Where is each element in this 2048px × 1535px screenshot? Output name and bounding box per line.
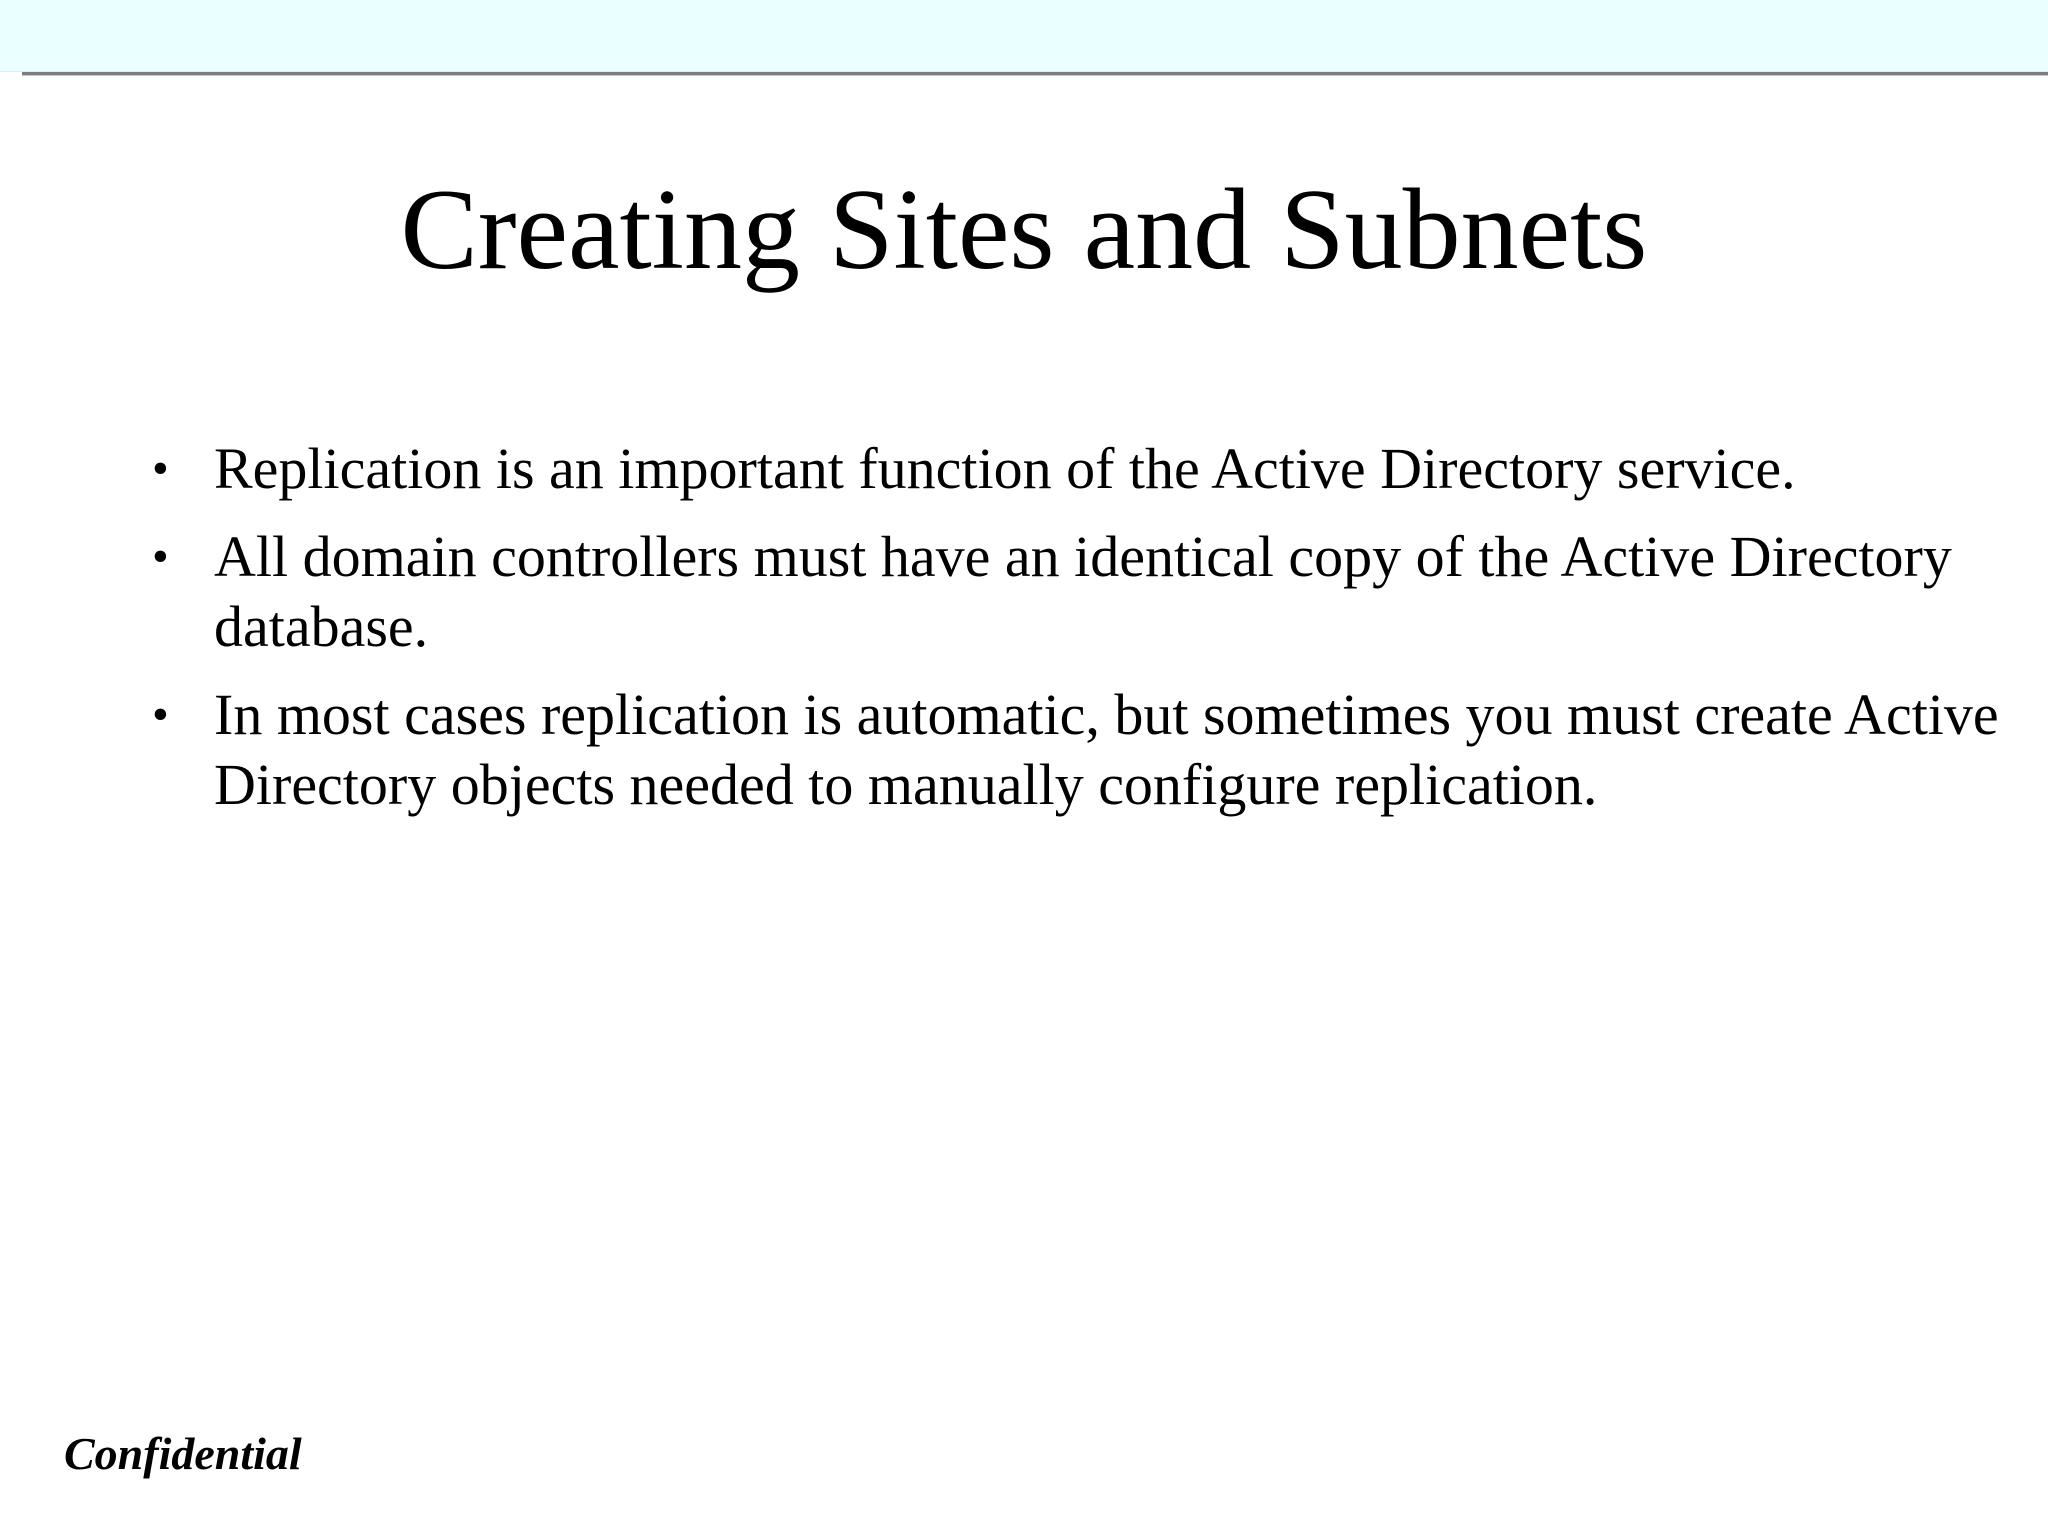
bullet-dot-icon: • [152, 688, 169, 741]
bullet-item [150, 680, 2010, 820]
bullet-text: All domain controllers must have an identical copy of the Active Directory database. [214, 524, 1952, 659]
confidential-label: Confidential [64, 1428, 302, 1479]
bullet-dot-icon: • [152, 442, 169, 495]
bullet-list [150, 434, 2010, 838]
header-divider [22, 72, 2048, 75]
bullet-text: Replication is an important function of the Active Directory service. [214, 436, 1796, 501]
slide-title: Creating Sites and Subnets [400, 166, 1648, 294]
bullet-item [150, 434, 2010, 504]
bullet-text: In most cases replication is automatic, but sometimes you must create Active Directory objects needed to manually configure replication. [214, 682, 1999, 817]
bullet-item [150, 522, 2010, 662]
header-band [0, 0, 2048, 72]
bullet-dot-icon: • [152, 530, 169, 583]
